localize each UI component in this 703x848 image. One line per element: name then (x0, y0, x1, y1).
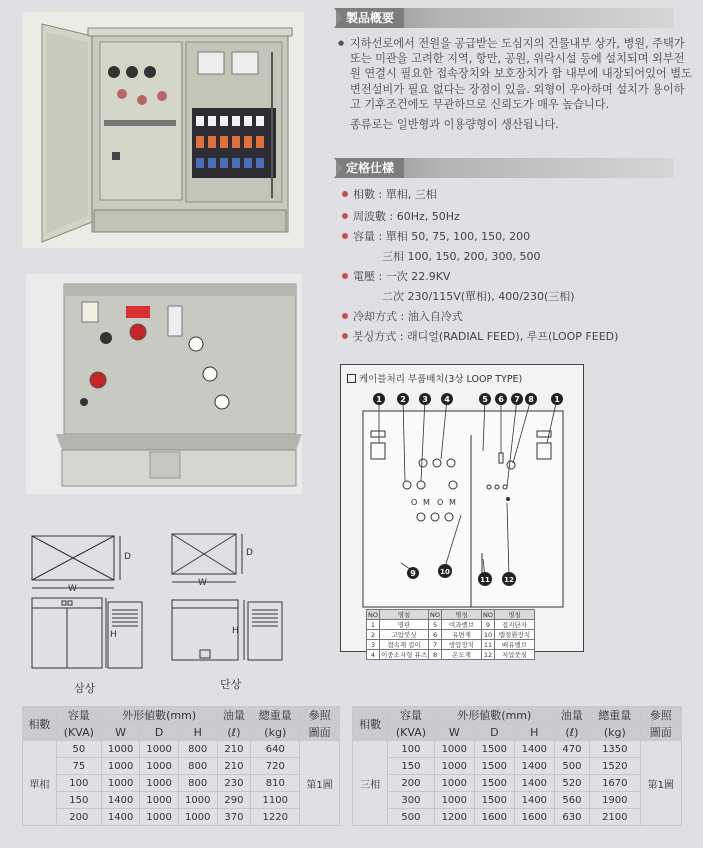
table-row: 150 1000 1500 1400 500 1520 (353, 758, 682, 775)
parts-name-table (366, 609, 535, 660)
sub-liter: (ℓ) (217, 724, 251, 741)
svg-text:7: 7 (514, 395, 520, 404)
overview-body: ● 지하선로에서 전원을 공급받는 도심지의 건물내부 상가, 병원, 주택가 또는 미관을 고려한 지역, 항만, 공원, 위락시설 등에 설치되며 외부전원 연결시 필요한 접속장치와 보호장치가 함 내부에 내장되어있어 별도 변전설비가 필요 없다는 장점이 있음. 외형이 우아하며 설치가 용이하고 기후조건에도 무관하므로 신뢰도가 매우 높습니다. (340, 36, 692, 112)
sub-d: D (474, 724, 514, 741)
three-phase-table (352, 706, 682, 826)
svg-text:5: 5 (482, 395, 488, 404)
dimension-drawings (22, 526, 310, 706)
svg-text:4: 4 (444, 395, 450, 404)
sub-d: D (140, 724, 179, 741)
sub-h: H (514, 724, 554, 741)
ref-cell: 第1圖 (640, 741, 681, 826)
svg-text:6: 6 (498, 395, 504, 404)
svg-text:10: 10 (440, 568, 450, 576)
spec-voltage-secondary: 二次 230/115V(單相), 400/230(三相) (382, 290, 575, 303)
col-ref: 參照 (640, 707, 681, 724)
bullet-icon (342, 191, 348, 197)
parts-table-row: 2 고압붓싱 6 유면계 10 탭절환장치 (367, 630, 535, 640)
table-row: 100 1000 1000 800 230 810 (23, 775, 340, 792)
sub-drawing: 圖面 (300, 724, 340, 741)
col-dimensions: 外形値數(mm) (101, 707, 217, 724)
col-capacity: 容量 (388, 707, 435, 724)
table-row: 150 1400 1000 1000 290 1100 (23, 792, 340, 809)
svg-text:12: 12 (504, 576, 514, 584)
dim-label-d: D (124, 552, 131, 562)
table-row: 單相 50 1000 1000 800 210 640 第1圖 (23, 741, 340, 758)
table-row: 200 1400 1000 1000 370 1220 (23, 809, 340, 826)
single-phase-table (22, 706, 340, 826)
overview-kinds: 종류로는 일반형과 이용량형이 생산됩니다. (350, 118, 559, 132)
spec-header-label: 定格仕樣 (342, 158, 404, 178)
parts-table-row: 1 명판 5 여과밸브 9 접지단자 (367, 620, 535, 630)
bullet-icon (342, 213, 348, 219)
overview-text (340, 36, 692, 132)
sub-kg: (kg) (589, 724, 640, 741)
col-ref: 參照 (300, 707, 340, 724)
svg-text:M: M (449, 498, 456, 507)
bullet-icon (342, 273, 348, 279)
sub-kva: (KVA) (56, 724, 101, 741)
table-row: 500 1200 1600 1600 630 2100 (353, 809, 682, 826)
col-phase: 相數 (23, 707, 57, 741)
ref-cell: 第1圖 (300, 741, 340, 826)
col-dimensions: 外形値數(mm) (434, 707, 554, 724)
svg-text:11: 11 (480, 576, 490, 584)
parts-table-row: 4 이중소자형 퓨즈 8 온도계 12 저압붓싱 (367, 650, 535, 660)
sub-kg: (kg) (251, 724, 300, 741)
phase-cell: 三相 (353, 741, 388, 826)
col-phase: 相數 (353, 707, 388, 741)
col-oil: 油量 (554, 707, 589, 724)
bullet-icon (342, 333, 348, 339)
dim-label-w-single: W (198, 578, 207, 588)
svg-text:O: O (437, 498, 444, 507)
overview-header (336, 8, 674, 28)
caption-single-phase: 단상 (220, 678, 242, 691)
spec-cooling: 冷却方式 : 油入自冷式 (342, 308, 463, 324)
sub-w: W (101, 724, 140, 741)
svg-text:2: 2 (400, 395, 406, 404)
svg-text:O: O (411, 498, 418, 507)
dim-label-h-single: H (232, 626, 239, 636)
sub-drawing: 圖面 (640, 724, 681, 741)
spec-voltage: 電壓 : 一次 22.9KV (342, 268, 450, 284)
svg-text:3: 3 (422, 395, 428, 404)
spec-phase: 相數 : 單相, 三相 (342, 186, 437, 202)
dim-label-d-single: D (246, 548, 253, 558)
cabinet-open-photo (22, 12, 304, 248)
spec-capacity: 容量 : 單相 50, 75, 100, 150, 200 (342, 228, 530, 244)
bullet-icon (342, 313, 348, 319)
diagram-title: 케이블처리 부품배치(3상 LOOP TYPE) (347, 371, 522, 385)
caption-three-phase: 삼상 (74, 682, 96, 695)
table-row: 200 1000 1500 1400 520 1670 (353, 775, 682, 792)
spec-header (336, 158, 674, 178)
overview-header-label: 製品槪要 (342, 8, 404, 28)
svg-text:1: 1 (376, 395, 382, 404)
spec-capacity-3phase: 三相 100, 150, 200, 300, 500 (382, 250, 541, 263)
parts-table-header: NO 명칭 NO 명칭 NO 명칭 (367, 610, 535, 620)
col-weight: 總重量 (251, 707, 300, 724)
table-row: 75 1000 1000 800 210 720 (23, 758, 340, 775)
table-row: 三相 100 1000 1500 1400 470 1350 第1圖 (353, 741, 682, 758)
bullet-icon (342, 233, 348, 239)
sub-liter: (ℓ) (554, 724, 589, 741)
col-capacity: 容量 (56, 707, 101, 724)
svg-text:9: 9 (410, 569, 416, 578)
phase-cell: 單相 (23, 741, 57, 826)
sub-w: W (434, 724, 474, 741)
svg-text:1: 1 (554, 395, 560, 404)
svg-text:8: 8 (528, 395, 534, 404)
table-row: 300 1000 1500 1400 560 1900 (353, 792, 682, 809)
parts-table-row: 3 접속재 걸이 7 방압장치 11 배유밸브 (367, 640, 535, 650)
spec-feed: 붓싱方式 : 래디얼(RADIAL FEED), 루프(LOOP FEED) (342, 328, 618, 344)
sub-h: H (178, 724, 217, 741)
col-weight: 總重量 (589, 707, 640, 724)
spec-freq: 周波數 : 60Hz, 50Hz (342, 208, 460, 224)
transformer-front-photo (26, 274, 302, 494)
dim-label-w: W (68, 584, 77, 594)
svg-text:M: M (423, 498, 430, 507)
sub-kva: (KVA) (388, 724, 435, 741)
diagram-marker-icon (347, 374, 356, 383)
dim-label-h: H (110, 630, 117, 640)
col-oil: 油量 (217, 707, 251, 724)
